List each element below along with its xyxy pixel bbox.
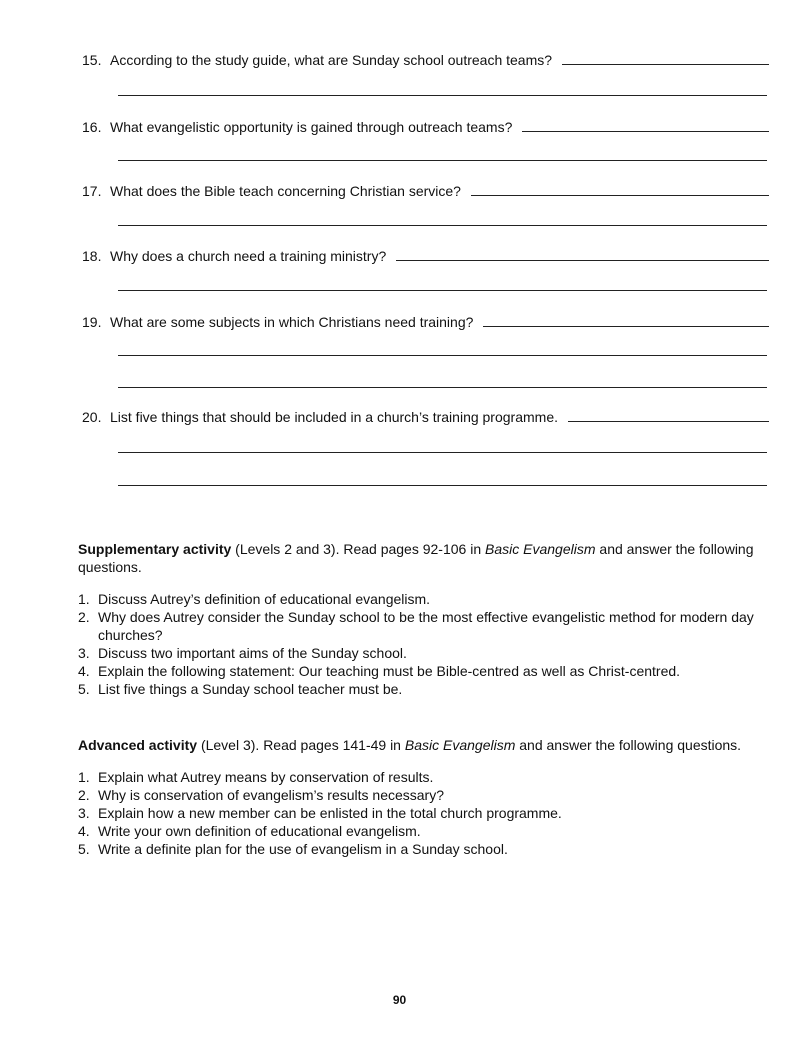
book-title: Basic Evangelism: [485, 541, 596, 557]
answer-line[interactable]: [118, 452, 767, 453]
question-text: What evangelistic opportunity is gained through outreach teams?: [110, 119, 513, 135]
supplementary-intro-post: and answer the following questions.: [78, 541, 754, 575]
supplementary-intro: [78, 540, 771, 576]
answer-line[interactable]: [118, 160, 767, 161]
advanced-intro: [78, 736, 771, 754]
list-item: 2. Why is conservation of evangelism’s results necessary?: [78, 787, 445, 803]
answer-line[interactable]: [471, 195, 769, 196]
advanced-intro-post: and answer the following questions.: [515, 737, 742, 753]
question-text: List five things that should be included in a church’s training programme.: [110, 409, 558, 425]
list-item: 1. Explain what Autrey means by conservation of results.: [78, 769, 434, 785]
list-item: 3. Discuss two important aims of the Sunday school.: [78, 645, 407, 661]
question-19: [82, 314, 769, 330]
list-item: 2. Why does Autrey consider the Sunday school to be the most effective evangelistic method for modern day churches?: [78, 609, 754, 643]
answer-line[interactable]: [396, 260, 769, 261]
answer-line[interactable]: [118, 225, 767, 226]
answer-line[interactable]: [118, 355, 767, 356]
question-15: [82, 52, 769, 68]
list-item: 1. Discuss Autrey’s definition of educational evangelism.: [78, 591, 431, 607]
question-number: 15.: [82, 52, 102, 68]
question-number: 20.: [82, 409, 102, 425]
answer-line[interactable]: [568, 421, 769, 422]
question-16: [82, 119, 769, 135]
list-item: 4. Write your own definition of educational evangelism.: [78, 823, 421, 839]
question-17: [82, 183, 769, 199]
answer-line[interactable]: [483, 326, 769, 327]
question-number: 16.: [82, 119, 102, 135]
list-item: 4. Explain the following statement: Our teaching must be Bible-centred as well as Christ-centred.: [78, 663, 681, 679]
question-20: [82, 409, 769, 425]
question-text: What are some subjects in which Christians need training?: [110, 314, 474, 330]
question-text: According to the study guide, what are Sunday school outreach teams?: [110, 52, 553, 68]
question-text: What does the Bible teach concerning Christian service?: [110, 183, 461, 199]
advanced-heading: Advanced activity: [78, 737, 198, 753]
answer-line[interactable]: [118, 387, 767, 388]
answer-line[interactable]: [118, 485, 767, 486]
question-number: 19.: [82, 314, 102, 330]
supplementary-intro-pre: (Levels 2 and 3). Read pages 92-106 in: [231, 541, 486, 557]
list-item: 5. List five things a Sunday school teacher must be.: [78, 681, 403, 697]
question-number: 17.: [82, 183, 102, 199]
answer-line[interactable]: [562, 64, 769, 65]
page-number: 90: [392, 993, 407, 1007]
answer-line[interactable]: [118, 290, 767, 291]
book-title: Basic Evangelism: [404, 737, 516, 753]
question-text: Why does a church need a training ministry?: [110, 248, 387, 264]
advanced-questions: [78, 768, 769, 858]
answer-line[interactable]: [118, 95, 767, 96]
list-item: 5. Write a definite plan for the use of evangelism in a Sunday school.: [78, 841, 508, 857]
question-18: [82, 248, 769, 264]
supplementary-heading: Supplementary activity: [78, 541, 232, 557]
question-number: 18.: [82, 248, 102, 264]
advanced-intro-pre: (Level 3). Read pages 141-49 in: [197, 737, 405, 753]
supplementary-questions: [78, 590, 769, 698]
answer-line[interactable]: [522, 131, 769, 132]
list-item: 3. Explain how a new member can be enlisted in the total church programme.: [78, 805, 562, 821]
